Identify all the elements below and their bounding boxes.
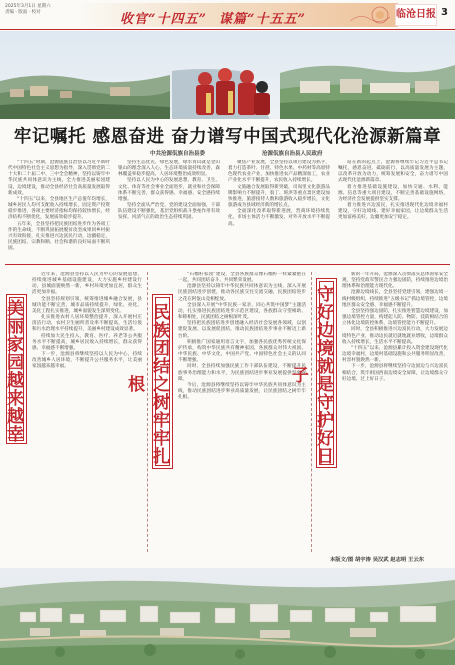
lead-col3-para: 全面深化改革取得新进展，营商环境持续优化，市场主体活力不断激发，对外开放水平不断提高。 <box>228 209 330 227</box>
section2-para: 积极推广国家通用语言文字，加强各民族优秀传统文化保护传承，构筑中华民族共有精神家园，各族群众对伟大祖国、中华民族、中华文化、中国共产党、中国特色社会主义的认同不断增强。 <box>178 339 306 364</box>
main-headline: 牢记嘱托 感恩奋进 奋力谱写中国式现代化沧源新篇章 <box>13 127 442 147</box>
hero-landscape-image <box>0 31 455 119</box>
date-line: 2025年3月1日 星期六 <box>5 4 51 9</box>
lead-col2-para: 坚持生态优先、绿色发展，绿水青山就是金山银山的理念深入人心，生态环境质量持续改善，森林覆盖率稳步提高，人居环境整治成效明显。 <box>118 160 220 178</box>
section3-para: 新的一年开局，沧源深入贯彻落实总体国家安全观，坚持党政军警民合力强边固防，持续推进边境治理体系和治理能力现代化。 <box>342 272 448 290</box>
lead-column-2 <box>118 160 220 260</box>
subhead-county-committee: 中共沧源佤族自治县委 <box>150 151 206 157</box>
section2-para: 坚持把民族团结进步创建融入经济社会发展各领域，以创建促发展、以发展促团结，推动民族团结进步事业不断迈上新台阶。 <box>178 321 306 339</box>
lead-column-4 <box>338 160 448 260</box>
section2-para: 沧源县坚持以铸牢中华民族共同体意识为主线，深入开展民族团结进步创建，推动各民族交往交流交融，民族团结进步之花在阿佤山竞相绽放。 <box>178 284 306 302</box>
section3-para: 下一步，沧源县将继续坚持守边固边与兴边富民相结合，筑牢祖国西南边境安全屏障，让边境群众守好边境、过上好日子。 <box>342 364 448 382</box>
banner-title-right: 谋篇“十五五” <box>218 12 306 27</box>
section3-para: 沧源边境线长，全县坚持党建引领，建强边境一线村级组织，持续推进“五级书记”抓边境管控，边境地区群众安全感、幸福感不断提升。 <box>342 290 448 308</box>
section2-title: 民族团结之树牢牢扎根 <box>124 302 169 465</box>
section2-para: 同时，全县持续加强民族工作干部队伍建设，不断提升民族事务治理能力和水平，为民族团结进步事业发展提供坚强保障。 <box>178 364 306 382</box>
section1-para: 全县坚持规划引领，统筹推进城乡融合发展，县城功能不断完善，城市品质持续提升，绿化、亮化、美化工程扎实推进，城乡面貌发生深刻变化。 <box>32 296 142 314</box>
edition-line: 责编 · 版面 · 校对 <box>5 10 41 15</box>
section1-para: 近年来，沧源县坚持以人民为中心的发展思想，持续推进城乡基础设施建设，大力实施乡村建设行动，县城面貌焕然一新，乡村环境更加宜居，群众生活更加幸福。 <box>32 272 142 296</box>
bottom-photo <box>0 568 455 665</box>
section1-body <box>32 272 142 550</box>
lead-col4-para: 着力推进基础设施建设，加快交通、水利、能源、信息等重大项目建设，不断完善基础设施网络，为经济社会发展提供坚实支撑。 <box>338 184 448 202</box>
section3-para: “十四五”以来，沧源县累计投入资金建设现代化边境幸福村，边境村基础设施和公共服务明显改善，村容村貌焕然一新。 <box>342 345 448 364</box>
masthead-meta <box>5 4 75 16</box>
masthead <box>0 0 455 30</box>
section1-title: 美丽家园越来越幸 <box>3 299 23 443</box>
lead-col3-para: 文旅融合发展取得新突破，司岗里文化旅游品牌影响力不断提升，翁丁、班洪等重点景区建设加快推进，旅游接待人数和旅游收入稳步增长，文化旅游成为县域经济新的增长点。 <box>228 184 330 209</box>
hero-photo <box>0 31 455 119</box>
masthead-rule <box>0 29 455 30</box>
lead-col4-para: 站在新的起点上，沧源将继续牢记习近平总书记嘱托，感恩奋进、砥砺前行，以高质量发展为主题，以改革开放为动力，统筹发展和安全，奋力谱写中国式现代化沧源新篇章。 <box>338 160 448 184</box>
paper-logo: 临沧日报 <box>395 4 437 26</box>
banner-title <box>120 8 306 27</box>
section-divider <box>5 264 450 265</box>
credits-line: 本版文/图 胡宇涛 吴汉武 赵志明 王云东 <box>330 557 425 563</box>
masthead-banner <box>78 3 398 27</box>
banner-decoration-icon <box>350 5 390 25</box>
section2-para: 今后，沧源县将继续坚持以铸牢中华民族共同体意识为主线，推动民族团结进步事业高质量发展，让民族团结之树牢牢扎根。 <box>178 382 306 401</box>
section2-body <box>178 272 306 550</box>
lead-col4-para: 着力推进兴边富民，扎实推进现代化边境幸福村建设，守好边境线、建好幸福家园，让边境群众生活更加富裕美好，边疆更加安宁稳定。 <box>338 203 448 221</box>
section1-para: 持续加大民生投入，教育、医疗、养老等公共服务水平不断提高，城乡居民收入持续增长，群众获得感、幸福感不断增强。 <box>32 333 142 351</box>
section3-title-box <box>288 278 337 468</box>
section1-title-box <box>3 294 27 444</box>
section2-para: “石榴籽家园”建设，全县各族群众像石榴籽一样紧紧抱在一起，共同团结奋斗、共同繁荣发展。 <box>178 272 306 284</box>
section1-para: 下一步，沧源县将继续坚持以人民为中心，持续改善城乡人居环境，不断提升公共服务水平，让美丽家园越来越幸福。 <box>32 352 142 370</box>
section3-para: 全县坚持强边固防，扎实推进智慧边境建设，加强边境管控力量，构建起人防、物防、技防相结合的立体化边境防控体系，边境管控能力不断提升。 <box>342 308 448 327</box>
section2-para: 全县深入开展“中华民族一家亲，同心共筑中国梦”主题活动，扎实推进民族团结进步示范区建设，各族群众守望相助、和睦相处，民族团结之树根深叶茂。 <box>178 302 306 321</box>
lead-col1-para: “十四五”以来，全县地区生产总值年均增长，城乡居民人均可支配收入持续增长，固定资产投资稳步推进，各项主要经济指标均保持较快增长，经济结构不断优化，发展质效稳步提升。 <box>8 196 110 221</box>
lead-column-1 <box>8 160 110 260</box>
page-number: 3 <box>441 7 448 18</box>
lead-column-3 <box>228 160 330 260</box>
lead-col2-para: 坚持全面从严治党，党的建设全面加强，干部队伍建设不断强化，基层党组织战斗堡垒作用有效发挥，风清气正的政治生态持续巩固。 <box>118 203 220 221</box>
lead-col3-para: 聚焦产业发展，全县坚持以项目建设为抓手，着力打造茶叶、甘蔗、特色水果、中药材等高原特色现代农业产业，加快推进农产品精深加工，农业产业化水平不断提升，农民收入持续增长。 <box>228 160 330 184</box>
byline-county-government: 沧源佤族自治县人民政府 <box>262 151 323 157</box>
section3-body <box>342 272 448 552</box>
section3-title: 守好边境就是守护好日子 <box>288 285 333 465</box>
section3-para: 同时，全县积极推进兴边富民行动，大力发展边境特色产业，推动边民就近就地就业增收，边境群众收入持续增长，生活水平不断提高。 <box>342 327 448 345</box>
lead-col1-para: 五年来，全县坚持把民族团结进步作为各项工作的生命线，不断巩固拓展脱贫攻坚成果同乡村振兴有效衔接，扎实推进兴边富民行动，边疆稳定、民族团结、宗教和顺、社会和谐的良好局面不断巩固。 <box>8 221 110 252</box>
lead-col2-para: 坚持以人民为中心的发展思想，教育、卫生、文化、体育等社会事业全面进步，就业和社会保障体系不断完善，群众获得感、幸福感、安全感持续增强。 <box>118 178 220 202</box>
lead-col1-para: “十四五”时期，沧源佤族自治县以习近平新时代中国特色社会主义思想为指导，深入贯彻党的二十大和二十届二中、三中全会精神，坚持以铸牢中华民族共同体意识为主线，全力推进美丽家园建设、边境建设，推动全县经济社会高质量发展取得新成效。 <box>8 160 110 196</box>
section1-para: 扎实推进农村人居环境整治提升，深入开展村庄清洁行动，农村卫生厕所普及率不断提高，生活垃圾和污水治理水平持续提升，美丽乡村建设成效显著。 <box>32 315 142 333</box>
section2-title-box <box>124 294 173 469</box>
town-aerial-image <box>0 568 455 665</box>
banner-title-left: 收官“十四五” <box>120 12 207 27</box>
